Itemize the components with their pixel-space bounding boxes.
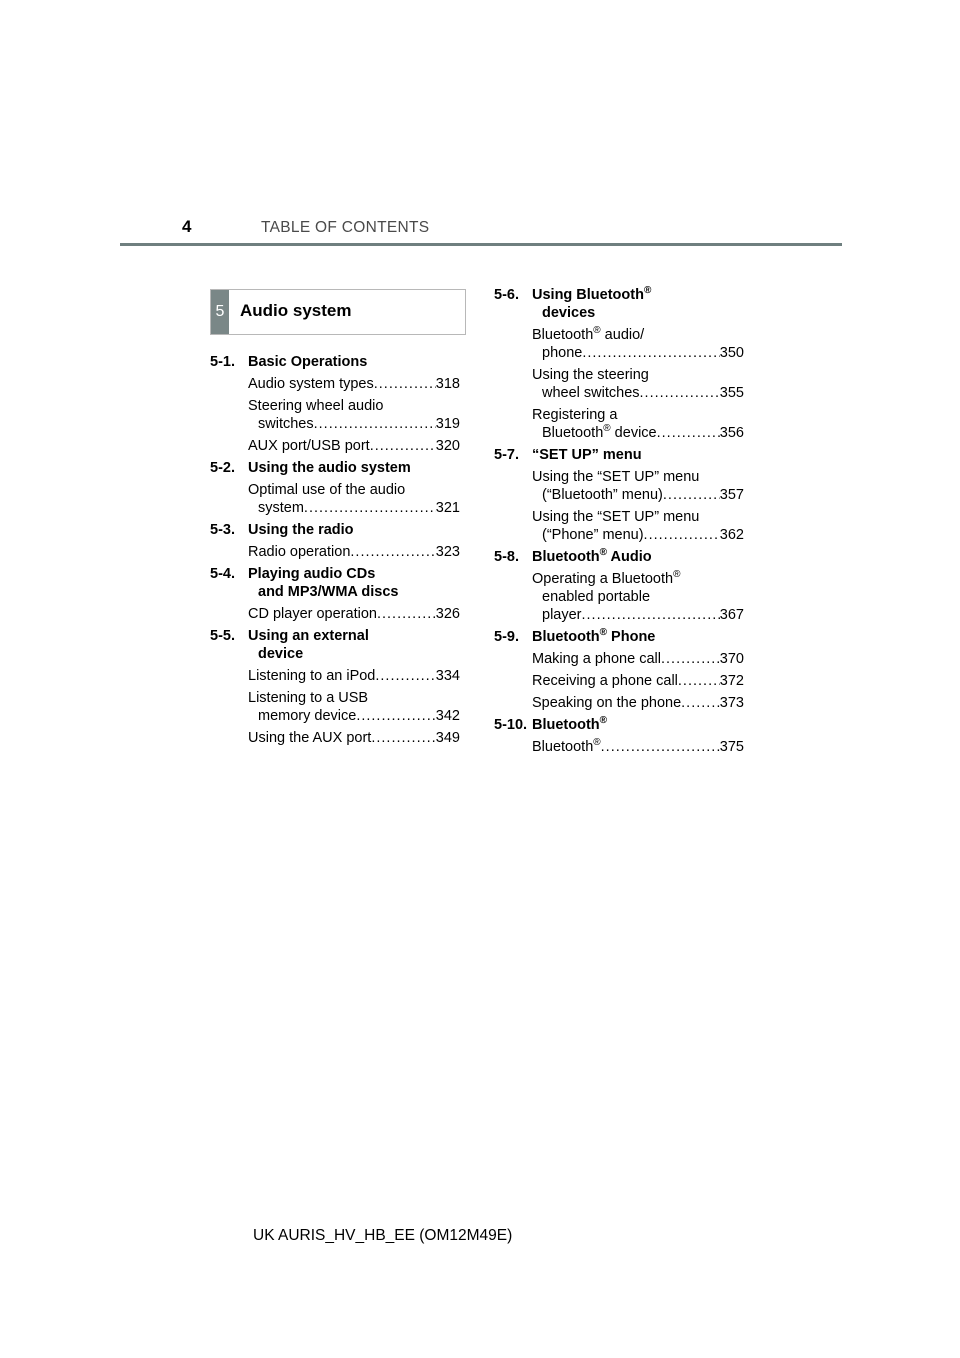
toc-entry[interactable] xyxy=(532,570,744,624)
toc-entry[interactable] xyxy=(532,366,744,402)
toc-entry-last-line xyxy=(532,384,744,402)
toc-dot-leader xyxy=(582,606,720,624)
toc-section-title-line: “SET UP” menu xyxy=(532,447,642,463)
section-title: Audio system xyxy=(240,301,352,320)
toc-section-title-line: Using the radio xyxy=(248,522,354,538)
toc-section-heading[interactable] xyxy=(210,521,460,539)
toc-section-heading[interactable] xyxy=(210,353,460,371)
toc-entry[interactable] xyxy=(248,667,460,685)
toc-entry-text: Bluetooth® xyxy=(532,737,601,755)
toc-page-number: 326 xyxy=(435,606,460,622)
toc-section-heading[interactable] xyxy=(494,548,744,566)
toc-entry-line: Bluetooth® audio/ xyxy=(532,325,645,343)
toc-entry[interactable] xyxy=(248,397,460,433)
toc-entry[interactable] xyxy=(248,605,460,623)
toc-page-number: 357 xyxy=(719,487,744,503)
toc-dot-leader xyxy=(304,499,436,517)
toc-entry-text: memory device xyxy=(258,708,357,724)
toc-page-number: 320 xyxy=(435,438,460,454)
toc-entry[interactable] xyxy=(532,468,744,504)
toc-section-number: 5-1. xyxy=(210,354,235,370)
toc-section-title-line: Bluetooth® xyxy=(532,715,608,733)
toc-section-title-line: and MP3/WMA discs xyxy=(258,584,399,600)
toc-entry-last-line xyxy=(532,486,744,504)
toc-right-column xyxy=(494,286,744,760)
toc-entry[interactable] xyxy=(248,729,460,747)
toc-dot-leader xyxy=(640,384,720,402)
toc-section-title xyxy=(532,716,744,734)
toc-dot-leader xyxy=(657,424,720,442)
toc-section-heading[interactable] xyxy=(210,459,460,477)
toc-section-title-line: Bluetooth® Audio xyxy=(532,547,652,565)
toc-page-number: 362 xyxy=(719,527,744,543)
toc-section-number: 5-8. xyxy=(494,549,519,565)
toc-left-column xyxy=(210,353,460,751)
toc-section-number: 5-2. xyxy=(210,460,235,476)
toc-dot-leader xyxy=(678,672,720,690)
toc-entry[interactable] xyxy=(532,672,744,690)
toc-section-title-line: Using Bluetooth® xyxy=(532,285,652,303)
toc-section-heading[interactable] xyxy=(494,446,744,464)
toc-dot-leader xyxy=(661,650,720,668)
toc-entry-text: Receiving a phone call xyxy=(532,673,678,689)
footer-model-code: UK AURIS_HV_HB_EE (OM12M49E) xyxy=(253,1227,513,1244)
toc-entry-text: CD player operation xyxy=(248,606,377,622)
toc-entry-last-line xyxy=(532,526,744,544)
toc-entry-text: Speaking on the phone xyxy=(532,695,682,711)
header-title: TABLE OF CONTENTS xyxy=(261,219,430,236)
toc-entry-line: Registering a xyxy=(532,407,618,423)
toc-entry[interactable] xyxy=(532,650,744,668)
toc-page-number: 373 xyxy=(719,695,744,711)
page-number: 4 xyxy=(182,217,192,236)
toc-entry-last-line xyxy=(532,672,744,690)
toc-page-number: 356 xyxy=(719,425,744,441)
toc-entry-last-line xyxy=(248,415,460,433)
toc-section-title-line: Playing audio CDs xyxy=(248,566,376,582)
toc-section-number: 5-7. xyxy=(494,447,519,463)
toc-page-number: 342 xyxy=(435,708,460,724)
toc-dot-leader xyxy=(663,486,720,504)
toc-page-number: 334 xyxy=(435,668,460,684)
toc-entry-text: (“Bluetooth” menu) xyxy=(542,487,663,503)
toc-entry-last-line xyxy=(532,424,744,442)
toc-section-title xyxy=(248,521,460,539)
toc-entry-last-line xyxy=(248,375,460,393)
toc-page-number: 372 xyxy=(719,673,744,689)
toc-entry-text: Bluetooth® device xyxy=(542,423,657,441)
section-header-box xyxy=(210,289,466,335)
toc-entry-line: Using the “SET UP” menu xyxy=(532,469,700,485)
toc-entry-line: Operating a Bluetooth® xyxy=(532,569,681,587)
toc-section-title-line: devices xyxy=(542,305,596,321)
toc-dot-leader xyxy=(374,375,436,393)
toc-entry-last-line xyxy=(248,729,460,747)
toc-page-number: 375 xyxy=(719,739,744,755)
toc-dot-leader xyxy=(375,667,435,685)
toc-dot-leader xyxy=(350,543,435,561)
toc-page-number: 367 xyxy=(719,607,744,623)
toc-page-number: 321 xyxy=(435,500,460,516)
toc-section-title xyxy=(248,627,460,663)
toc-section-title xyxy=(532,446,744,464)
toc-section-title xyxy=(532,548,744,566)
toc-page-number: 319 xyxy=(435,416,460,432)
toc-entry[interactable] xyxy=(248,543,460,561)
toc-section-heading[interactable] xyxy=(494,716,744,734)
toc-entry[interactable] xyxy=(532,738,744,756)
toc-dot-leader xyxy=(371,729,435,747)
toc-entry-last-line xyxy=(248,543,460,561)
toc-entry[interactable] xyxy=(248,375,460,393)
toc-entry-text: system xyxy=(258,500,304,516)
toc-entry-text: Making a phone call xyxy=(532,651,661,667)
toc-section-title xyxy=(248,459,460,477)
toc-dot-leader xyxy=(377,605,436,623)
toc-entry[interactable] xyxy=(532,694,744,712)
toc-entry-last-line xyxy=(532,344,744,362)
toc-entry-last-line xyxy=(248,499,460,517)
toc-section-number: 5-9. xyxy=(494,629,519,645)
toc-section-title-line: Bluetooth® Phone xyxy=(532,627,656,645)
toc-entry[interactable] xyxy=(248,481,460,517)
toc-section-title xyxy=(532,628,744,646)
toc-entry-last-line xyxy=(532,606,744,624)
toc-dot-leader xyxy=(370,437,436,455)
toc-section-heading[interactable] xyxy=(494,628,744,646)
toc-entry-last-line xyxy=(532,650,744,668)
toc-section-number: 5-10. xyxy=(494,717,528,733)
toc-entry-line: Using the steering xyxy=(532,367,649,383)
toc-entry-text: wheel switches xyxy=(542,385,640,401)
toc-section-number: 5-3. xyxy=(210,522,235,538)
toc-entry-last-line xyxy=(248,605,460,623)
toc-section-number: 5-6. xyxy=(494,287,519,303)
toc-entry-line: Using the “SET UP” menu xyxy=(532,509,700,525)
toc-entry-text: Using the AUX port xyxy=(248,730,372,746)
toc-section-title xyxy=(248,565,460,601)
toc-entry-text: (“Phone” menu) xyxy=(542,527,644,543)
toc-section-heading[interactable] xyxy=(210,565,460,601)
toc-section-number: 5-5. xyxy=(210,628,235,644)
toc-entry-last-line xyxy=(532,738,744,756)
toc-entry-last-line xyxy=(248,707,460,725)
toc-section-title-line: Basic Operations xyxy=(248,354,368,370)
toc-entry-text: Listening to an iPod xyxy=(248,668,376,684)
toc-section-title-line: Using the audio system xyxy=(248,460,411,476)
header-divider xyxy=(120,243,842,246)
toc-section-title-line: Using an external xyxy=(248,628,369,644)
toc-dot-leader xyxy=(356,707,435,725)
toc-entry[interactable] xyxy=(248,689,460,725)
toc-entry[interactable] xyxy=(532,406,744,442)
toc-entry-line: Optimal use of the audio xyxy=(248,482,406,498)
toc-entry-line: enabled portable xyxy=(542,589,651,605)
toc-entry-text: switches xyxy=(258,416,314,432)
toc-entry-text: AUX port/USB port xyxy=(248,438,370,454)
toc-entry-text: Audio system types xyxy=(248,376,374,392)
toc-page-number: 318 xyxy=(435,376,460,392)
toc-entry-last-line xyxy=(248,667,460,685)
toc-dot-leader xyxy=(681,694,720,712)
toc-entry-line: Steering wheel audio xyxy=(248,398,384,414)
toc-page-number: 350 xyxy=(719,345,744,361)
toc-dot-leader xyxy=(644,526,720,544)
toc-page-number: 349 xyxy=(435,730,460,746)
toc-entry[interactable] xyxy=(532,326,744,362)
toc-dot-leader xyxy=(314,415,436,433)
toc-section-heading[interactable] xyxy=(494,286,744,322)
page-header xyxy=(0,214,960,250)
toc-section-title-line: device xyxy=(258,646,304,662)
toc-section-heading[interactable] xyxy=(210,627,460,663)
toc-dot-leader xyxy=(601,738,720,756)
toc-section-title xyxy=(532,286,744,322)
toc-entry-text: phone xyxy=(542,345,583,361)
toc-page-number: 370 xyxy=(719,651,744,667)
toc-entry-last-line xyxy=(532,694,744,712)
toc-section-title xyxy=(248,353,460,371)
toc-entry-text: Radio operation xyxy=(248,544,351,560)
toc-dot-leader xyxy=(582,344,719,362)
toc-entry-text: player xyxy=(542,607,582,623)
toc-entry-last-line xyxy=(248,437,460,455)
toc-page-number: 355 xyxy=(719,385,744,401)
toc-section-number: 5-4. xyxy=(210,566,235,582)
toc-page-number: 323 xyxy=(435,544,460,560)
toc-entry[interactable] xyxy=(532,508,744,544)
toc-entry[interactable] xyxy=(248,437,460,455)
toc-entry-line: Listening to a USB xyxy=(248,690,369,706)
section-tab-number: 5 xyxy=(211,290,229,334)
